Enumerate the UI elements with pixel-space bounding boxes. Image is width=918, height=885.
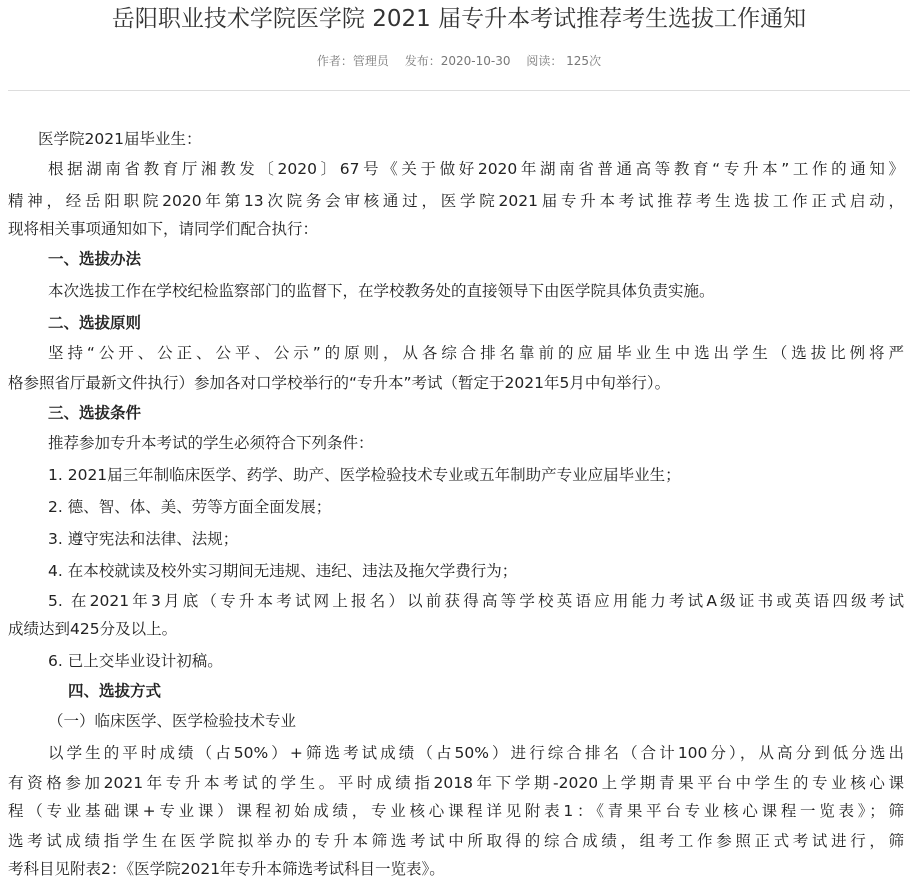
section-heading: 一、选拔办法 (48, 250, 142, 268)
paragraph-line: 选考试成绩指学生在医学院拟举办的专升本筛选考试中所取得的综合成绩，组考工作参照正式考试进行，筛 (8, 832, 904, 850)
paragraph-line: 考科目见附表2：《医学院2021年专升本筛选考试科目一览表》。 (8, 860, 445, 878)
paragraph-line: 精神，经岳阳职院2020年第13次院务会审核通过，医学院2021届专升本考试推荐考生选拔工作正式启动， (8, 192, 904, 210)
view-count: 阅读： 125次 (526, 54, 602, 68)
subsection-heading: （一）临床医学、医学检验技术专业 (48, 712, 297, 730)
list-item-continued: 成绩达到425分及以上。 (8, 620, 178, 638)
section-heading: 三、选拔条件 (48, 404, 142, 422)
section-heading: 二、选拔原则 (48, 314, 142, 332)
paragraph-line: 格参照省厅最新文件执行）参加各对口学校举行的“专升本”考试（暂定于2021年5月中旬举行）。 (8, 374, 671, 392)
author-label: 作者：管理员 (316, 54, 389, 68)
list-item: 4. 在本校就读及校外实习期间无违规、违纪、违法及拖欠学费行为； (48, 562, 518, 580)
list-item: 5. 在2021年3月底（专升本考试网上报名）以前获得高等学校英语应用能力考试A级证书或英语四级考试 (48, 592, 904, 610)
paragraph-line: 本次选拔工作在学校纪检监察部门的监督下，在学校教务处的直接领导下由医学院具体负责实施。 (48, 282, 715, 300)
publish-date: 发布：2020-10-30 (404, 54, 511, 68)
section-heading: 四、选拔方式 (68, 682, 162, 700)
paragraph-line: 有资格参加2021年专升本考试的学生。平时成绩指2018年下学期-2020上学期青果平台中学生的专业核心课 (8, 774, 904, 792)
paragraph-line: 以学生的平时成绩（占50%）+筛选考试成绩（占50%）进行综合排名（合计100分），从高分到低分选出 (48, 744, 904, 762)
paragraph-line: 程（专业基础课+专业课）课程初始成绩，专业核心课程详见附表1：《青果平台专业核心课程一览表》；筛 (8, 802, 904, 820)
list-item: 6. 已上交毕业设计初稿。 (48, 652, 223, 670)
salutation: 医学院2021届毕业生： (38, 130, 202, 148)
paragraph-line: 推荐参加专升本考试的学生必须符合下列条件： (48, 434, 374, 452)
list-item: 1. 2021届三年制临床医学、药学、助产、医学检验技术专业或五年制助产专业应届毕业生； (48, 466, 681, 484)
page-title: 岳阳职业技术学院医学院 2021 届专升本考试推荐考生选拔工作通知 (111, 6, 807, 32)
paragraph-line: 坚持“公开、公正、公平、公示”的原则，从各综合排名靠前的应届毕业生中选出学生（选拔比例将严 (48, 344, 904, 362)
paragraph-line: 根据湖南省教育厅湘教发〔2020〕67号《关于做好2020年湖南省普通高等教育“专升本”工作的通知》 (48, 160, 904, 178)
paragraph-line: 现将相关事项通知如下，请同学们配合执行： (8, 220, 319, 238)
list-item: 3. 遵守宪法和法律、法规； (48, 530, 239, 548)
list-item: 2. 德、智、体、美、劳等方面全面发展； (48, 498, 332, 516)
